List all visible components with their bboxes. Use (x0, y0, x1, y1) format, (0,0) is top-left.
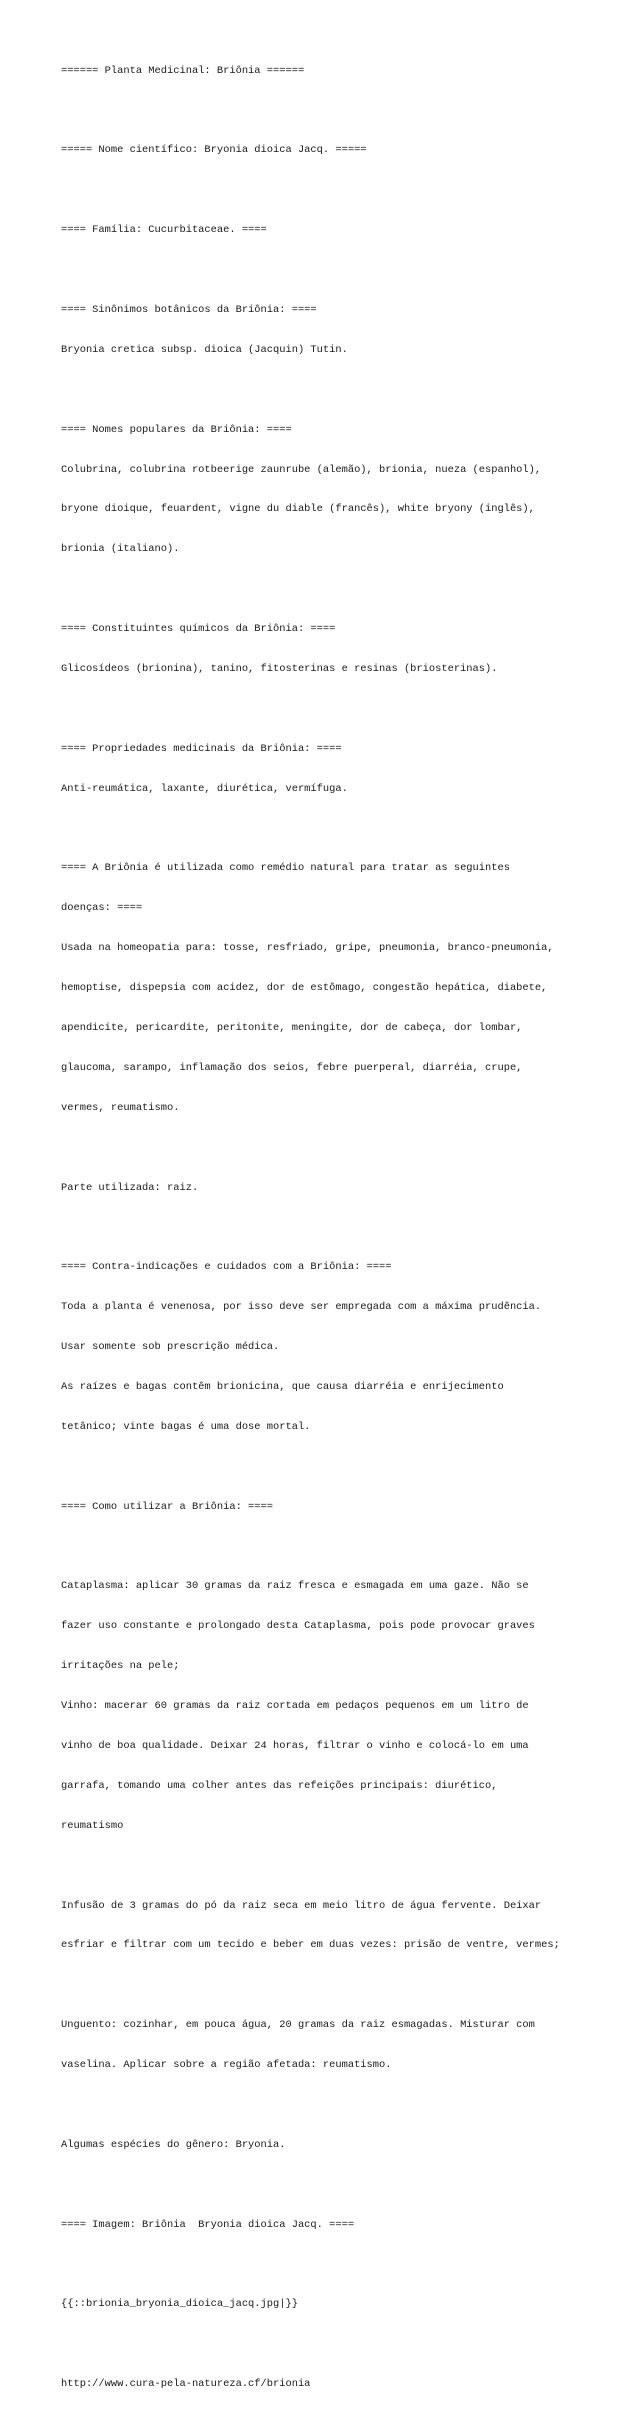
text-line: irritações na pele; (61, 1660, 180, 1673)
document-page (61, 38, 581, 2431)
synonyms-section (61, 277, 581, 383)
text-line: garrafa, tomando uma colher antes das refeições principais: diurético, (61, 1779, 498, 1792)
text-line: ===== Nome científico: Bryonia dioica Jacq. ===== (61, 144, 367, 157)
text-line: esfriar e filtrar com um tecido e beber em duas vezes: prisão de ventre, vermes; (61, 1939, 560, 1952)
part-used (61, 1155, 581, 1221)
image-embed-markup (61, 2272, 581, 2338)
text-line: vermes, reumatismo. (61, 1101, 180, 1114)
how-to-use-heading (61, 1474, 581, 1540)
section-heading: ==== Propriedades medicinais da Briônia: ==== (61, 742, 342, 755)
text-line: glaucoma, sarampo, inflamação dos seios, febre puerperal, diarréia, crupe, (61, 1061, 523, 1074)
uses-section (61, 836, 581, 1142)
scientific-name-heading (61, 118, 581, 184)
section-heading: ==== Como utilizar a Briônia: ==== (61, 1500, 274, 1513)
section-heading: ==== Nomes populares da Briônia: ==== (61, 423, 292, 436)
text-line: As raízes e bagas contêm brionicina, que causa diarréia e enrijecimento (61, 1380, 504, 1393)
contraindications-section (61, 1235, 581, 1461)
text-line: apendicite, pericardite, peritonite, meningite, dor de cabeça, dor lombar, (61, 1021, 523, 1034)
text-line: tetânico; vinte bagas é uma dose mortal. (61, 1420, 311, 1433)
text-line: Usada na homeopatia para: tosse, resfriado, gripe, pneumonia, branco-pneumonia, (61, 942, 554, 955)
text-line: Bryonia cretica subsp. dioica (Jacquin) Tutin. (61, 343, 348, 356)
section-heading: doenças: ==== (61, 902, 143, 915)
family-heading (61, 198, 581, 264)
text-line: reumatismo (61, 1819, 124, 1832)
popular-names-section (61, 397, 581, 583)
text-line: ====== Planta Medicinal: Briônia ====== (61, 64, 305, 77)
text-line: Infusão de 3 gramas do pó da raiz seca em meio litro de água fervente. Deixar (61, 1899, 542, 1912)
poultice-wine-paragraph (61, 1554, 581, 1860)
text-line: Cataplasma: aplicar 30 gramas da raiz fresca e esmagada em uma gaze. Não se (61, 1580, 529, 1593)
text-line: brionia (italiano). (61, 543, 180, 556)
chemical-constituents-section (61, 596, 581, 702)
url-text: http://www.cura-pela-natureza.cf/brionia (61, 2378, 311, 2391)
medicinal-properties-section (61, 716, 581, 822)
species-paragraph (61, 2112, 581, 2178)
text-line: Unguento: cozinhar, em pouca água, 20 gramas da raiz esmagadas. Misturar com (61, 2019, 535, 2032)
section-heading: ==== Sinônimos botânicos da Briônia: ==== (61, 303, 317, 316)
text-line: vinho de boa qualidade. Deixar 24 horas, filtrar o vinho e colocá-lo em uma (61, 1740, 529, 1752)
text-line: bryone dioique, feuardent, vigne du diable (francês), white bryony (inglês), (61, 503, 535, 516)
text-line: Colubrina, colubrina rotbeerige zaunrube (alemão), brionia, nueza (espanhol), (61, 463, 542, 476)
section-heading: ==== Imagem: Briônia Bryonia dioica Jacq. ==== (61, 2218, 355, 2231)
page-title (61, 38, 581, 104)
text-line: ==== Família: Cucurbitaceae. ==== (61, 224, 267, 237)
text-line: Usar somente sob prescrição médica. (61, 1341, 280, 1354)
text-line: Algumas espécies do gênero: Bryonia. (61, 2138, 286, 2151)
section-heading: ==== Contra-indicações e cuidados com a Briônia: ==== (61, 1261, 392, 1274)
text-line: fazer uso constante e prolongado desta Cataplasma, pois pode provocar graves (61, 1620, 535, 1633)
infusion-paragraph (61, 1873, 581, 1979)
text-line: Anti-reumática, laxante, diurética, vermífuga. (61, 782, 348, 795)
text-line: hemoptise, dispepsia com acidez, dor de estômago, congestão hepática, diabete, (61, 982, 548, 995)
text-line: vaselina. Aplicar sobre a região afetada: reumatismo. (61, 2059, 392, 2072)
text-line: {{::brionia_bryonia_dioica_jacq.jpg|}} (61, 2298, 298, 2311)
image-heading (61, 2192, 581, 2258)
section-heading: ==== Constituintes químicos da Briônia: ==== (61, 623, 336, 636)
text-line: Toda a planta é venenosa, por isso deve ser empregada com a máxima prudência. (61, 1301, 542, 1314)
ointment-paragraph (61, 1993, 581, 2099)
text-line: Vinho: macerar 60 gramas da raiz cortada em pedaços pequenos em um litro de (61, 1700, 529, 1713)
text-line: Parte utilizada: raiz. (61, 1181, 199, 1194)
section-heading: ==== A Briônia é utilizada como remédio natural para tratar as seguintes (61, 862, 510, 875)
text-line: Glicosídeos (brionina), tanino, fitosterinas e resinas (briosterinas). (61, 662, 498, 675)
source-url (61, 2352, 581, 2418)
